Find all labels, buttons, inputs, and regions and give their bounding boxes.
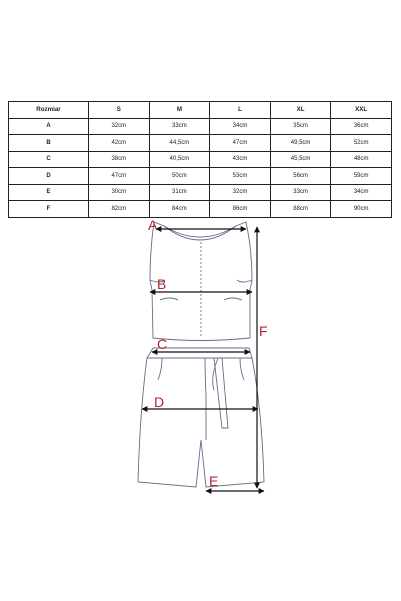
header-l: L	[210, 102, 271, 119]
table-cell: 90cm	[331, 201, 392, 218]
table-cell: 47cm	[89, 168, 150, 185]
label-e: E	[209, 473, 219, 489]
row-label: D	[9, 168, 89, 185]
table-row	[9, 184, 392, 201]
header-xl: XL	[270, 102, 331, 119]
table-cell: 56cm	[270, 168, 331, 185]
table-cell: 42cm	[89, 135, 150, 152]
table-cell: 82cm	[89, 201, 150, 218]
header-s: S	[89, 102, 150, 119]
table-cell: 36cm	[331, 118, 392, 135]
header-m: M	[149, 102, 210, 119]
table-cell: 52cm	[331, 135, 392, 152]
table-cell: 59cm	[331, 168, 392, 185]
table-cell: 34cm	[210, 118, 271, 135]
table-cell: 47cm	[210, 135, 271, 152]
table-cell: 44,5cm	[149, 135, 210, 152]
table-cell: 48cm	[331, 151, 392, 168]
table-cell: 32cm	[89, 118, 150, 135]
table-row	[9, 118, 392, 135]
table-row	[9, 151, 392, 168]
label-b: B	[157, 276, 167, 292]
table-cell: 43cm	[210, 151, 271, 168]
measurement-arrows	[142, 227, 264, 491]
row-label: F	[9, 201, 89, 218]
table-cell: 35cm	[270, 118, 331, 135]
row-label: B	[9, 135, 89, 152]
label-d: D	[154, 394, 165, 410]
pants-outline	[138, 348, 264, 487]
label-c: C	[157, 336, 168, 352]
row-label: C	[9, 151, 89, 168]
table-cell: 34cm	[331, 184, 392, 201]
table-cell: 31cm	[149, 184, 210, 201]
table-header-row	[9, 102, 392, 119]
table-cell: 33cm	[270, 184, 331, 201]
table-cell: 32cm	[210, 184, 271, 201]
table-cell: 50cm	[149, 168, 210, 185]
table-cell: 30cm	[89, 184, 150, 201]
table-row	[9, 168, 392, 185]
label-a: A	[148, 217, 158, 233]
table-cell: 84cm	[149, 201, 210, 218]
header-rozmiar: Rozmiar	[9, 102, 89, 119]
table-cell: 45,5cm	[270, 151, 331, 168]
table-cell: 38cm	[89, 151, 150, 168]
table-cell: 86cm	[210, 201, 271, 218]
size-chart-table	[8, 101, 392, 218]
row-label: E	[9, 184, 89, 201]
table-cell: 33cm	[149, 118, 210, 135]
label-f: F	[259, 323, 268, 339]
table-cell: 88cm	[270, 201, 331, 218]
table-cell: 40,5cm	[149, 151, 210, 168]
table-row	[9, 135, 392, 152]
row-label: A	[9, 118, 89, 135]
header-xxl: XXL	[331, 102, 392, 119]
table-cell: 53cm	[210, 168, 271, 185]
jumpsuit-measurement-diagram	[0, 210, 401, 505]
table-cell: 49,5cm	[270, 135, 331, 152]
